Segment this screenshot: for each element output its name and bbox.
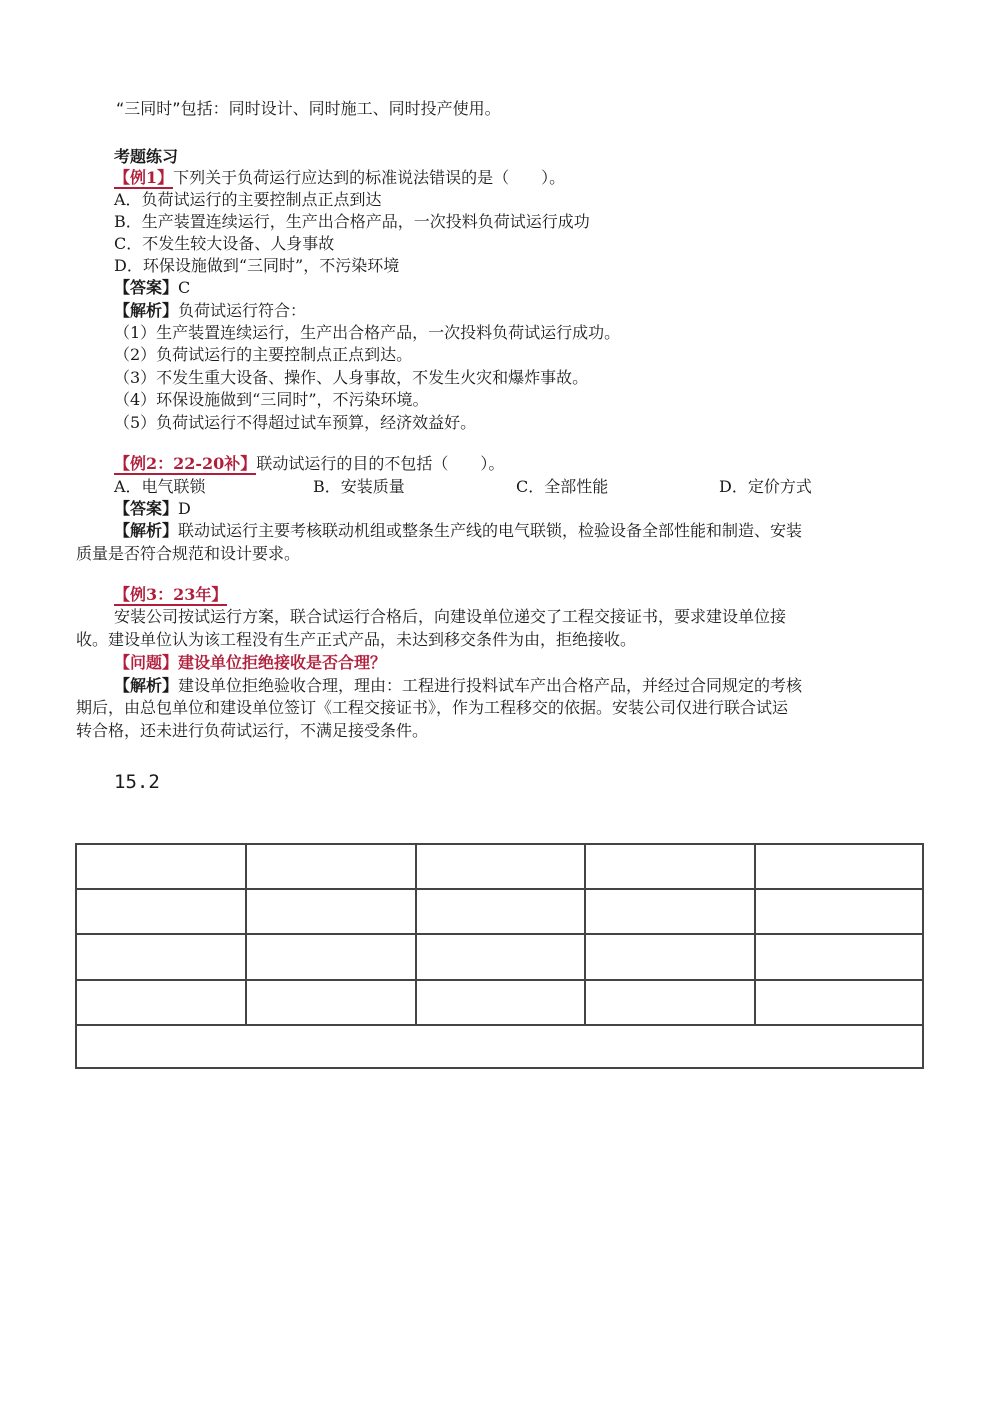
ex1-analysis-item-3: （3）不发生重大设备、操作、人身事故，不发生火灾和爆炸事故。 — [114, 368, 589, 387]
ex1-option-b: B．生产装置连续运行，生产出合格产品，一次投料负荷试运行成功 — [114, 212, 590, 231]
ex2-answer-label: 【答案】 — [114, 499, 179, 518]
ex2-option-d: D．定价方式 — [719, 477, 812, 496]
ex2-option-b: B．安装质量 — [313, 477, 405, 496]
section-number: 15.2 — [114, 771, 160, 793]
ex1-analysis-item-2: （2）负荷试运行的主要控制点正点到达。 — [114, 345, 413, 364]
table-row-divider — [77, 888, 922, 890]
practice-heading: 考题练习 — [114, 147, 179, 166]
table-column-divider — [754, 845, 756, 1025]
ex1-analysis-item-4: （4）环保设施做到“三同时”，不污染环境。 — [114, 390, 429, 409]
ex2-question: 联动试运行的目的不包括（ ）。 — [256, 454, 505, 473]
ex2-analysis-line-2: 质量是否符合规范和设计要求。 — [76, 544, 301, 563]
ex2-analysis-line-1 — [114, 521, 802, 541]
table-column-divider — [584, 845, 586, 1025]
ex3-tag-line — [114, 585, 227, 605]
table-column-divider — [415, 845, 417, 1025]
ex1-question: 下列关于负荷运行应达到的标准说法错误的是（ ）。 — [173, 168, 566, 187]
table-row-divider — [77, 933, 922, 935]
ex2-option-c: C．全部性能 — [516, 477, 609, 496]
ex3-analysis-line-1 — [114, 676, 802, 696]
ex3-analysis-text-1: 建设单位拒绝验收合理，理由：工程进行投料试车产出合格产品，并经过合同规定的考核 — [178, 676, 803, 695]
ex1-option-a: A．负荷试运行的主要控制点正点到达 — [114, 190, 382, 209]
table-column-divider — [245, 845, 247, 1025]
ex2-analysis-label: 【解析】 — [114, 521, 179, 540]
ex1-question-line — [114, 168, 565, 188]
ex2-answer-line — [114, 499, 191, 519]
ex1-analysis-line — [114, 301, 306, 321]
ex1-answer: C — [178, 278, 191, 297]
ex1-analysis-intro: 负荷试运行符合： — [178, 301, 307, 320]
ex2-tag: 【例2：22-20补】 — [114, 454, 257, 473]
ex2-option-a: A．电气联锁 — [114, 477, 206, 496]
ex1-tag: 【例1】 — [114, 168, 174, 187]
ex3-analysis-label: 【解析】 — [114, 676, 179, 695]
ex3-analysis-line-3: 转合格，还未进行负荷试运行，不满足接受条件。 — [76, 721, 429, 740]
ex1-analysis-item-1: （1）生产装置连续运行，生产出合格产品，一次投料负荷试运行成功。 — [114, 323, 621, 342]
intro-text: “三同时”包括：同时设计、同时施工、同时投产使用。 — [116, 99, 501, 118]
table-row-divider — [77, 1024, 922, 1026]
ex1-option-d: D．环保设施做到“三同时”，不污染环境 — [114, 256, 400, 275]
ex3-case-line-2: 收。建设单位认为该工程没有生产正式产品，未达到移交条件为由，拒绝接收。 — [76, 630, 637, 649]
ex3-analysis-line-2: 期后，由总包单位和建设单位签订《工程交接证书》，作为工程移交的依据。安装公司仅进行联合试运 — [76, 698, 789, 717]
ex1-answer-label: 【答案】 — [114, 278, 179, 297]
ex2-question-line — [114, 454, 504, 474]
ex3-question: 【问题】建设单位拒绝接收是否合理？ — [114, 653, 387, 672]
ex2-answer: D — [178, 499, 191, 518]
ex3-case-line-1: 安装公司按试运行方案，联合试运行合格后，向建设单位递交了工程交接证书，要求建设单位接 — [114, 607, 787, 626]
ex1-analysis-item-5: （5）负荷试运行不得超过试车预算，经济效益好。 — [114, 413, 477, 432]
ex2-analysis-text-1: 联动试运行主要考核联动机组或整条生产线的电气联锁，检验设备全部性能和制造、安装 — [178, 521, 803, 540]
ex3-tag: 【例3：23年】 — [114, 585, 228, 604]
ex1-option-c: C．不发生较大设备、人身事故 — [114, 234, 335, 253]
ex1-answer-line — [114, 278, 190, 298]
table-row-divider — [77, 979, 922, 981]
ex1-analysis-label: 【解析】 — [114, 301, 179, 320]
empty-table — [75, 843, 924, 1069]
